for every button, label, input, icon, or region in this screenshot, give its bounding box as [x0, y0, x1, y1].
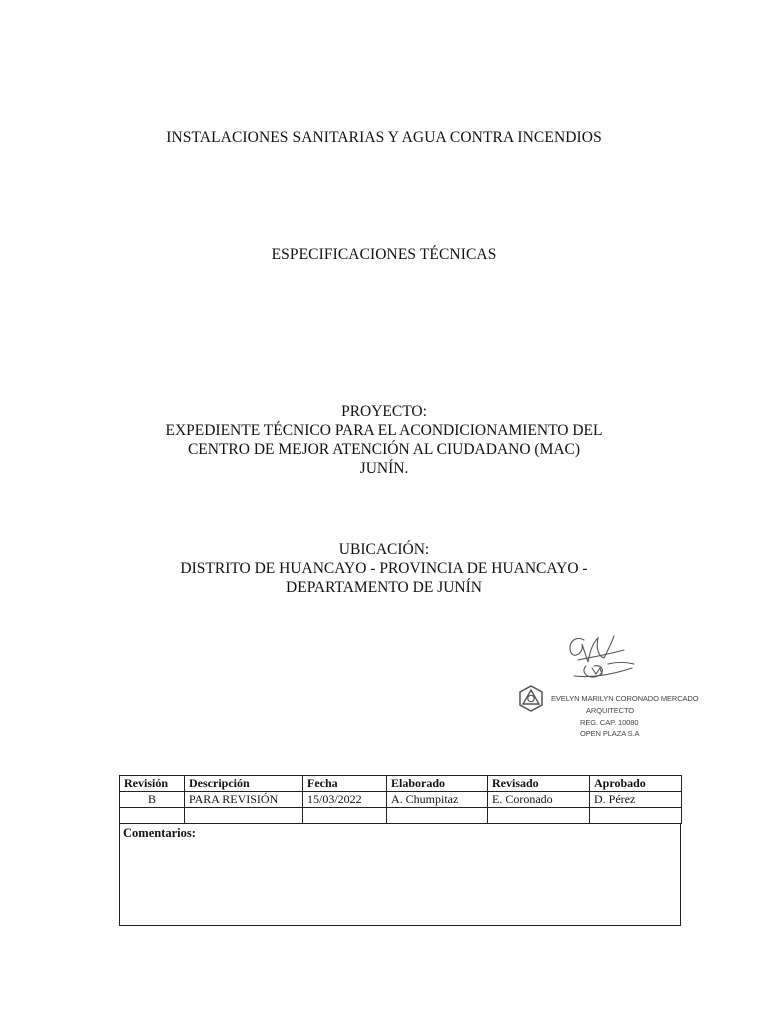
table-row: [120, 792, 682, 808]
location-line: DEPARTAMENTO DE JUNÍN: [286, 579, 482, 596]
column-header: Elaborado: [387, 776, 488, 792]
stamp-name: EVELYN MARILYN CORONADO MERCADO: [551, 694, 699, 703]
table-cell: [590, 808, 682, 824]
column-header: Revisión: [120, 776, 185, 792]
handwritten-signature: [570, 636, 634, 677]
stamp-registration: REG. CAP. 10080: [580, 718, 639, 727]
column-header: Aprobado: [590, 776, 682, 792]
table-cell: B: [120, 792, 185, 808]
table-cell: A. Chumpitaz: [387, 792, 488, 808]
column-header: Descripción: [185, 776, 303, 792]
table-cell: [303, 808, 387, 824]
table-header-row: [120, 776, 682, 792]
stamp-company: OPEN PLAZA S.A: [580, 729, 640, 738]
table-cell: [488, 808, 590, 824]
seal-icon: [520, 686, 542, 711]
table-row: [120, 808, 682, 824]
comments-box: [119, 823, 681, 926]
project-line: CENTRO DE MEJOR ATENCIÓN AL CIUDADANO (MAC): [187, 441, 581, 458]
column-header: Revisado: [488, 776, 590, 792]
table-cell: [185, 808, 303, 824]
stamp-role: ARQUITECTO: [586, 706, 635, 715]
document-type: ESPECIFICACIONES TÉCNICAS: [271, 246, 497, 263]
project-block: [0, 402, 768, 478]
project-line: JUNÍN.: [359, 460, 409, 477]
column-header: Fecha: [303, 776, 387, 792]
table-cell: D. Pérez: [590, 792, 682, 808]
table-cell: 15/03/2022: [303, 792, 387, 808]
revision-table: [119, 775, 682, 824]
project-label: PROYECTO:: [341, 403, 427, 420]
location-block: [0, 540, 768, 597]
location-line: DISTRITO DE HUANCAYO - PROVINCIA DE HUANCAYO -: [180, 560, 588, 577]
document-title: INSTALACIONES SANITARIAS Y AGUA CONTRA INCENDIOS: [166, 129, 602, 146]
table-cell: PARA REVISIÓN: [185, 792, 303, 808]
table-cell: E. Coronado: [488, 792, 590, 808]
signature-stamp: [514, 628, 699, 740]
table-cell: [387, 808, 488, 824]
table-cell: [120, 808, 185, 824]
location-label: UBICACIÓN:: [338, 541, 430, 558]
project-line: EXPEDIENTE TÉCNICO PARA EL ACONDICIONAMIENTO DEL: [165, 422, 603, 439]
comments-label: Comentarios:: [123, 826, 196, 840]
